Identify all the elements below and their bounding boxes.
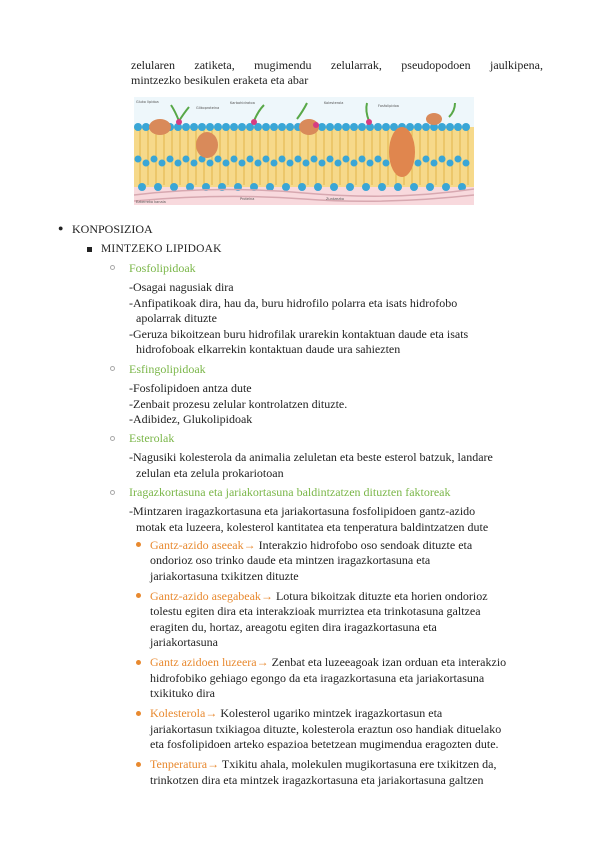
item-label: Gantz-azido aseeak <box>150 538 244 552</box>
item-text: Kolesterol ugariko mintzek iragazkortasun eta <box>217 706 443 720</box>
section-subtitle: MINTZEKO LIPIDOAK <box>101 243 222 255</box>
bullet-square <box>87 247 92 252</box>
fig-label-4: Kolesterola <box>324 101 344 105</box>
fosfo-line-1: -Osagai nagusiak dira <box>129 280 234 294</box>
item-gantz-aseak-line-1 <box>150 538 472 553</box>
item-text: Zenbat eta luzeeagoak izan orduan eta interakzio <box>268 655 507 669</box>
intro-line-1: zelularen zatiketa, mugimendu zelularrak, pseudopodoen jaulkipena, <box>131 58 543 72</box>
faktore-line-2: motak eta luzeera, kolesterol kantitatea eta tenperatura baldintzatzen dute <box>136 520 489 534</box>
arrow-icon: → <box>260 589 273 603</box>
fosfo-line-2: -Anfipatikoak dira, hau da, buru hidrofilo polarra eta isats hidrofobo <box>129 296 458 310</box>
item-kolesterola-line-3: eta fosfolipidoen arteko espazioa betetzean mugimendua eragozten dute. <box>150 737 499 751</box>
bullet-orange <box>136 542 141 547</box>
bullet-orange <box>136 593 141 598</box>
item-gantz-asegabeak-line-2: tolestu egiten dira eta interakzioak murriztea eta trinkotasuna galtzea <box>150 604 481 618</box>
arrow-icon: → <box>207 757 220 771</box>
arrow-icon: → <box>205 706 218 720</box>
faktore-line-1: -Mintzaren iragazkortasuna eta jariakortasuna fosfolipidoen gantz-azido <box>129 504 476 518</box>
item-luzeera-line-1 <box>150 655 506 670</box>
membrane-diagram <box>134 97 474 205</box>
esfingo-line-1: -Fosfolipidoen antza dute <box>129 381 252 395</box>
esterol-line-2: zelulan eta zelula prokariotoan <box>136 466 284 480</box>
item-label: Kolesterola <box>150 706 206 720</box>
fosfo-line-3: apolarrak dituzte <box>136 311 217 325</box>
item-label: Gantz-azido asegabeak <box>150 589 261 603</box>
item-luzeera-line-3: txikituko dira <box>150 686 215 700</box>
fig-label-8: Ezkerreko kanala <box>136 200 166 204</box>
item-label: Tenperatura <box>150 757 208 771</box>
fig-label-5: Fosfolipidoa <box>378 104 399 108</box>
intro-line-2: mintzezko besikulen eraketa eta abar <box>131 73 309 87</box>
bullet-orange <box>136 762 141 767</box>
esterol-line-1: -Nagusiki kolesterola da animalia zeluletan eta beste esterol batzuk, landare <box>129 450 493 464</box>
item-kolesterola-line-2: jariakortasun txikiagoa dituzte, kolesterola eraztun oso handiak dituelako <box>150 722 502 736</box>
esterolak-heading: Esterolak <box>129 431 175 445</box>
membrane-svg <box>134 97 474 205</box>
item-luzeera-line-2: hidrofobiko gehiago egongo da eta iragazkortasuna eta jariakortasuna <box>150 671 485 685</box>
fig-label-3: Karbohidratoa <box>230 101 255 105</box>
section-title: KONPOSIZIOA <box>72 222 153 236</box>
item-text: Lotura bikoitzak dituzte eta horien ondorioz <box>272 589 488 603</box>
faktoreak-heading: Iragazkortasuna eta jariakortasuna baldintzatzen dituzten faktoreak <box>129 485 451 499</box>
fosfo-line-5: hidrofoboak elkarrekin kontaktuan daude ura sahiezten <box>136 342 401 356</box>
fig-label-1: Gluko lipidoa <box>136 100 159 104</box>
item-gantz-aseak-line-3: jariakortasuna txikitzen dituzte <box>150 569 299 583</box>
esfingolipidoak-heading: Esfingolipidoak <box>129 362 206 376</box>
item-tenperatura-line-1 <box>150 757 497 772</box>
bullet-orange <box>136 711 141 716</box>
arrow-icon: → <box>256 655 269 669</box>
bullet-orange <box>136 660 141 665</box>
intro-paragraph <box>131 58 543 88</box>
item-gantz-asegabeak-line-4: jariakortasuna <box>150 635 218 649</box>
item-tenperatura-line-2: trinkotzen dira eta mintzek iragazkortasuna eta jariakortasuna galtzen <box>150 773 484 787</box>
item-gantz-asegabeak-line-3: eragiten du, hortaz, areagotu egiten dira iragazkortasuna eta <box>150 620 437 634</box>
fig-label-7: Zuntzezko <box>326 197 345 201</box>
bullet-circle <box>110 436 115 441</box>
item-label: Gantz azidoen luzeera <box>150 655 257 669</box>
bullet-circle <box>110 490 115 495</box>
bullet-disc: ● <box>58 223 64 233</box>
arrow-icon: → <box>243 538 256 552</box>
esfingo-line-2: -Zenbait prozesu zelular kontrolatzen dituzte. <box>129 397 348 411</box>
item-text: Interakzio hidrofobo oso sendoak dituzte eta <box>255 538 473 552</box>
fig-label-2: Glikoproteina <box>196 106 220 110</box>
item-text: Txikitu ahala, molekulen mugikortasuna ere txikitzen da, <box>219 757 497 771</box>
bullet-circle <box>110 366 115 371</box>
fig-label-6: Proteina <box>240 197 255 201</box>
item-gantz-asegabeak-line-1 <box>150 589 488 604</box>
fosfolipidoak-heading: Fosfolipidoak <box>129 261 196 275</box>
item-kolesterola-line-1 <box>150 706 442 721</box>
item-gantz-aseak-line-2: ondorioz oso trinko daude eta mintzen iragazkortasuna eta <box>150 553 431 567</box>
bullet-circle <box>110 265 115 270</box>
fosfo-line-4: -Geruza bikoitzean buru hidrofilak urarekin kontaktuan daude eta isats <box>129 327 469 341</box>
esfingo-line-3: -Adibidez, Glukolipidoak <box>129 412 253 426</box>
